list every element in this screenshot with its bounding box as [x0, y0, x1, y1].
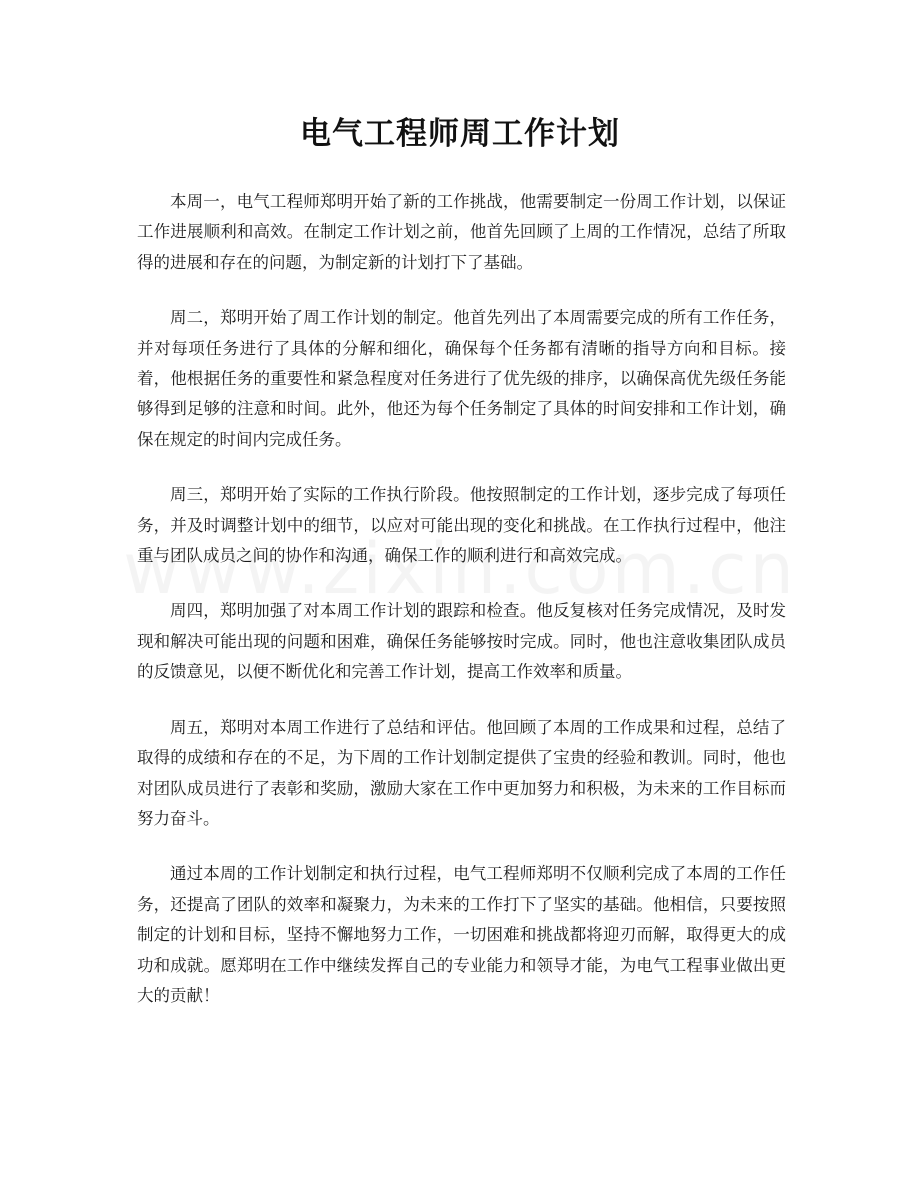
document-body [137, 187, 786, 1036]
paragraph-friday: 周五，郑明对本周工作进行了总结和评估。他回顾了本周的工作成果和过程，总结了取得的成绩和存在的不足，为下周的工作计划制定提供了宝贵的经验和教训。同时，他也对团队成员进行了表彰和奖励，激励大家在工作中更加努力和积极，为未来的工作目标而努力奋斗。 [137, 717, 786, 828]
paragraph-wednesday: 周三，郑明开始了实际的工作执行阶段。他按照制定的工作计划，逐步完成了每项任务，并及时调整计划中的细节，以应对可能出现的变化和挑战。在工作执行过程中，他注重与团队成员之间的协作和沟通，确保工作的顺利进行和高效完成。 [137, 485, 786, 566]
paragraph-conclusion: 通过本周的工作计划制定和执行过程，电气工程师郑明不仅顺利完成了本周的工作任务，还提高了团队的效率和凝聚力，为未来的工作打下了坚实的基础。他相信，只要按照制定的计划和目标，坚持不懈地努力工作，一切困难和挑战都将迎刃而解，取得更大的成功和成就。愿郑明在工作中继续发挥自己的专业能力和领导才能，为电气工程事业做出更大的贡献！ [137, 864, 786, 1005]
paragraph-monday: 本周一，电气工程师郑明开始了新的工作挑战，他需要制定一份周工作计划，以保证工作进展顺利和高效。在制定工作计划之前，他首先回顾了上周的工作情况，总结了所取得的进展和存在的问题，为制定新的计划打下了基础。 [137, 192, 786, 272]
document-title: 电气工程师周工作计划 [300, 116, 620, 152]
paragraph-thursday: 周四，郑明加强了对本周工作计划的跟踪和检查。他反复核对任务完成情况，及时发现和解决可能出现的问题和困难，确保任务能够按时完成。同时，他也注意收集团队成员的反馈意见，以便不断优化和完善工作计划，提高工作效率和质量。 [137, 601, 786, 682]
paragraph-tuesday: 周二，郑明开始了周工作计划的制定。他首先列出了本周需要完成的所有工作任务，并对每项任务进行了具体的分解和细化，确保每个任务都有清晰的指导方向和目标。接着，他根据任务的重要性和紧急程度对任务进行了优先级的排序，以确保高优先级任务能够得到足够的注意和时间。此外，他还为每个任务制定了具体的时间安排和工作计划，确保在规定的时间内完成任务。 [137, 308, 786, 449]
